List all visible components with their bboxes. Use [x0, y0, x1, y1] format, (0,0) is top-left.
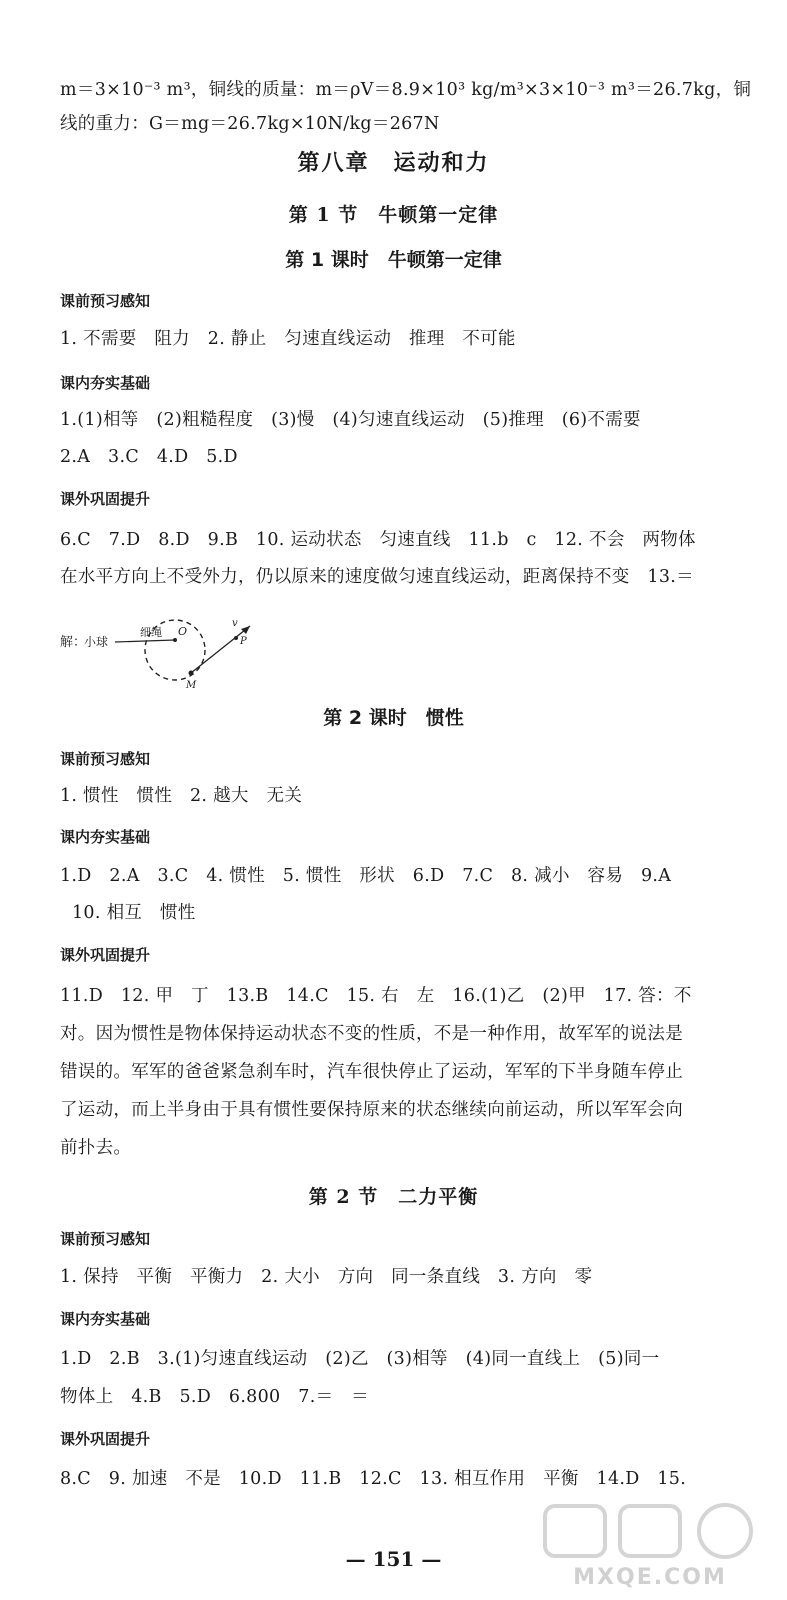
section-title: 第 2 节 二力平衡	[308, 1186, 479, 1208]
text-line: 前扑去。	[60, 1138, 132, 1158]
text-line: 1. 保持 平衡 平衡力 2. 大小 方向 同一条直线 3. 方向 零	[60, 1267, 593, 1287]
text-line: 对。因为惯性是物体保持运动状态不变的性质，不是一种作用，故军军的说法是	[60, 1024, 683, 1044]
lesson-title: 第 2 课时 惯性	[323, 707, 464, 729]
watermark-text: MXQE.COM	[573, 1565, 727, 1590]
subheading-extension: 课外巩固提升	[60, 1430, 151, 1448]
point-p	[234, 636, 238, 640]
rope-label: 细绳	[140, 626, 162, 639]
text-line: 了运动，而上半身由于具有惯性要保持原来的状态继续向前运动，所以军军会向	[60, 1100, 683, 1120]
subheading-preview: 课前预习感知	[60, 750, 151, 768]
text-line: m＝3×10⁻³ m³，铜线的质量：m＝ρV＝8.9×10³ kg/m³×3×10⁻³ m³＝26.7kg，铜	[60, 80, 752, 100]
subheading-preview: 课前预习感知	[60, 1230, 151, 1248]
p-label: P	[240, 636, 247, 647]
subheading-preview: 课前预习感知	[60, 292, 151, 310]
text-line: 在水平方向上不受外力，仍以原来的速度做匀速直线运动，距离保持不变 13.＝	[60, 567, 694, 587]
circular-motion-diagram	[60, 612, 300, 692]
center-point	[173, 638, 177, 642]
solve-label: 解：	[60, 635, 87, 650]
lesson-title: 第 1 课时 牛顿第一定律	[285, 249, 502, 271]
text-line: 错误的。军军的爸爸紧急刹车时，汽车很快停止了运动，军军的下半身随车停止	[60, 1062, 683, 1082]
m-label: M	[186, 680, 197, 691]
ball-label: 小球	[84, 635, 109, 649]
subheading-extension: 课外巩固提升	[60, 490, 151, 508]
center-label: O	[178, 625, 188, 638]
text-line: 线的重力：G＝mg＝26.7kg×10N/kg＝267N	[60, 114, 440, 134]
subheading-extension: 课外巩固提升	[60, 946, 151, 964]
text-line: 1.D 2.B 3.(1)匀速直线运动 (2)乙 (3)相等 (4)同一直线上 (5)同一	[60, 1349, 660, 1369]
rope-line	[115, 640, 175, 642]
text-line: 1. 惯性 惯性 2. 越大 无关	[60, 786, 303, 806]
text-line: 10. 相互 惯性	[72, 903, 196, 923]
text-line: 物体上 4.B 5.D 6.800 7.＝ ＝	[60, 1387, 369, 1407]
text-line: 2.A 3.C 4.D 5.D	[60, 447, 238, 467]
velocity-arrow	[191, 626, 250, 673]
text-line: 11.D 12. 甲 丁 13.B 14.C 15. 右 左 16.(1)乙 (2)甲 17. 答：不	[60, 986, 692, 1006]
page-number: — 151 —	[345, 1547, 442, 1571]
v-label: v	[232, 618, 238, 629]
text-line: 8.C 9. 加速 不是 10.D 11.B 12.C 13. 相互作用 平衡 14.D 15.	[60, 1469, 687, 1489]
subheading-basics: 课内夯实基础	[60, 374, 151, 392]
subheading-basics: 课内夯实基础	[60, 1310, 151, 1328]
site-watermark	[535, 1500, 765, 1590]
subheading-basics: 课内夯实基础	[60, 828, 151, 846]
text-line: 1. 不需要 阻力 2. 静止 匀速直线运动 推理 不可能	[60, 329, 516, 349]
watermark-logo-icon	[535, 1500, 765, 1562]
text-line: 1.D 2.A 3.C 4. 惯性 5. 惯性 形状 6.D 7.C 8. 减小 容易 9.A	[60, 866, 672, 886]
chapter-title: 第八章 运动和力	[297, 151, 490, 176]
section-title: 第 1 节 牛顿第一定律	[288, 204, 499, 226]
text-line: 1.(1)相等 (2)粗糙程度 (3)慢 (4)匀速直线运动 (5)推理 (6)不需要	[60, 410, 641, 430]
text-line: 6.C 7.D 8.D 9.B 10. 运动状态 匀速直线 11.b c 12. 不会 两物体	[60, 530, 696, 550]
